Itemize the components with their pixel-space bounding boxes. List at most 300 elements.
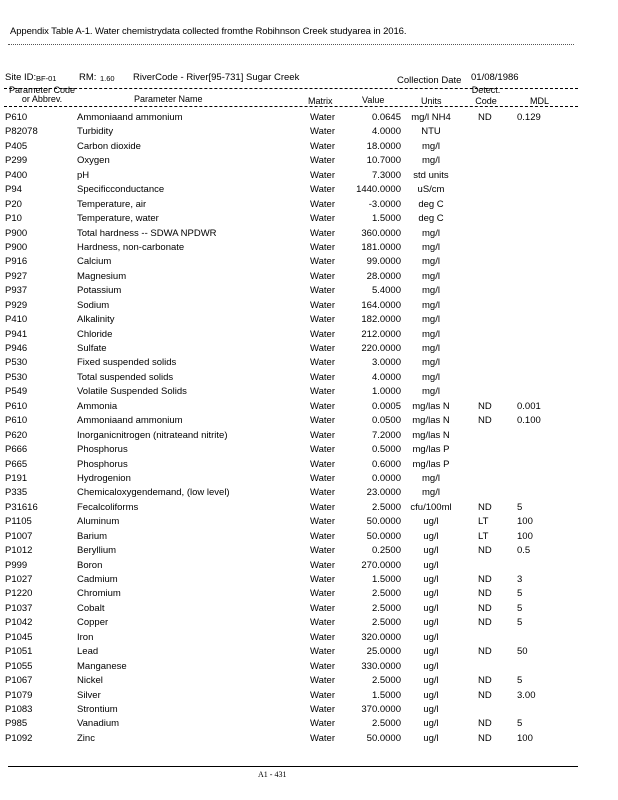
units-cell: mg/l [422, 487, 440, 499]
value-cell: 370.0000 [361, 703, 401, 715]
units-cell: ug/l [423, 574, 439, 585]
table-row [0, 401, 618, 415]
matrix-cell: Water [310, 386, 335, 398]
table-row [0, 199, 618, 213]
param-name-cell: Iron [77, 631, 94, 643]
value-cell: 50.0000 [366, 530, 401, 542]
matrix-cell: Water [310, 631, 335, 643]
value-cell: 2.5000 [371, 588, 401, 600]
table-row [0, 430, 618, 444]
table-row [0, 733, 618, 747]
rm-value: 1.60 [100, 74, 115, 83]
table-row [0, 386, 618, 400]
table-row [0, 444, 618, 458]
param-name-cell: Temperature, water [77, 213, 159, 225]
param-code-cell: P1037 [5, 602, 33, 614]
matrix-cell: Water [310, 472, 335, 484]
matrix-cell: Water [310, 617, 335, 629]
param-code-cell: P1012 [5, 545, 33, 557]
value-cell: 25.0000 [366, 646, 401, 658]
matrix-cell: Water [310, 400, 335, 412]
matrix-cell: Water [310, 126, 335, 138]
param-name-cell: Strontium [77, 703, 118, 715]
detect-code-cell: ND [478, 646, 492, 658]
header-mdl: MDL [530, 96, 550, 106]
param-name-cell: Ammoniaand ammonium [77, 415, 183, 427]
table-row [0, 256, 618, 270]
units-cell: mg/l NH4 [411, 112, 451, 123]
param-code-cell: P999 [5, 559, 28, 571]
param-name-cell: pH [77, 169, 90, 181]
mdl-cell: 5 [517, 718, 523, 730]
param-code-cell: P10 [5, 213, 22, 225]
table-row [0, 574, 618, 588]
matrix-cell: Water [310, 429, 335, 441]
mdl-cell: 50 [517, 646, 528, 658]
units-cell: std units [413, 169, 449, 181]
units-cell: mg/l [422, 227, 440, 239]
table-row [0, 487, 618, 501]
detect-code-cell: ND [478, 689, 492, 701]
matrix-cell: Water [310, 675, 335, 687]
value-cell: 4.0000 [371, 371, 401, 383]
param-name-cell: Manganese [77, 660, 127, 672]
units-cell: ug/l [423, 602, 439, 614]
header-param-code-line1: Parameter Code [8, 85, 76, 95]
detect-code-cell: ND [478, 588, 492, 600]
matrix-cell: Water [310, 444, 335, 456]
param-name-cell: Aluminum [77, 516, 120, 528]
param-name-cell: Silver [77, 689, 101, 701]
matrix-cell: Water [310, 574, 335, 585]
value-cell: 99.0000 [366, 256, 401, 268]
header-detect-line2: Code [475, 96, 497, 106]
param-code-cell: P946 [5, 343, 28, 354]
table-row [0, 516, 618, 530]
matrix-cell: Water [310, 718, 335, 730]
units-cell: mg/las N [412, 400, 450, 412]
param-code-cell: P1079 [5, 689, 33, 701]
matrix-cell: Water [310, 357, 335, 369]
header-bottom-rule [4, 106, 578, 107]
value-cell: 0.0000 [371, 472, 401, 484]
value-cell: 10.7000 [366, 155, 401, 167]
mdl-cell: 5 [517, 588, 523, 600]
value-cell: 212.0000 [361, 328, 401, 340]
units-cell: ug/l [423, 689, 439, 701]
units-cell: ug/l [423, 545, 439, 557]
detect-code-cell: ND [478, 545, 492, 557]
param-name-cell: Total suspended solids [77, 371, 174, 383]
param-name-cell: Fecalcoliforms [77, 501, 139, 513]
param-code-cell: P530 [5, 371, 28, 383]
value-cell: 0.0005 [371, 400, 401, 412]
value-cell: 2.5000 [371, 718, 401, 730]
param-name-cell: Ammonia [77, 400, 118, 412]
units-cell: mg/l [422, 357, 440, 369]
units-cell: ug/l [423, 660, 439, 672]
value-cell: 181.0000 [361, 241, 401, 253]
table-row [0, 588, 618, 602]
detect-code-cell: ND [478, 400, 492, 412]
table-row [0, 242, 618, 256]
matrix-cell: Water [310, 112, 335, 123]
units-cell: mg/l [422, 314, 440, 326]
table-row [0, 329, 618, 343]
detect-code-cell: LT [478, 530, 489, 542]
table-row [0, 372, 618, 386]
param-code-cell: P191 [5, 472, 28, 484]
value-cell: 28.0000 [366, 270, 401, 282]
matrix-cell: Water [310, 487, 335, 499]
param-code-cell: P1042 [5, 617, 33, 629]
matrix-cell: Water [310, 689, 335, 701]
param-name-cell: Chloride [77, 328, 113, 340]
table-row [0, 300, 618, 314]
header-value: Value [362, 95, 385, 105]
mdl-cell: 100 [517, 530, 533, 542]
matrix-cell: Water [310, 270, 335, 282]
matrix-cell: Water [310, 646, 335, 658]
param-code-cell: P82078 [5, 126, 38, 138]
value-cell: 182.0000 [361, 314, 401, 326]
table-row [0, 617, 618, 631]
rm-label: RM: [79, 72, 97, 83]
param-code-cell: P937 [5, 285, 28, 297]
header-units: Units [421, 96, 442, 106]
matrix-cell: Water [310, 732, 335, 744]
value-cell: 23.0000 [366, 487, 401, 499]
header-param-code-line2: or Abbrev. [21, 94, 63, 104]
matrix-cell: Water [310, 501, 335, 513]
param-name-cell: Cadmium [77, 574, 118, 585]
detect-code-cell: ND [478, 501, 492, 513]
matrix-cell: Water [310, 588, 335, 600]
param-name-cell: Total hardness -- SDWA NPDWR [77, 227, 217, 239]
mdl-cell: 0.129 [517, 112, 541, 123]
detect-code-cell: ND [478, 617, 492, 629]
matrix-cell: Water [310, 241, 335, 253]
value-cell: 320.0000 [361, 631, 401, 643]
param-name-cell: Beryllium [77, 545, 117, 557]
table-row [0, 502, 618, 516]
units-cell: ug/l [423, 718, 439, 730]
table-row [0, 314, 618, 328]
table-row [0, 632, 618, 646]
footer-rule [8, 766, 578, 767]
value-cell: 1.5000 [371, 689, 401, 701]
matrix-cell: Water [310, 559, 335, 571]
table-row [0, 704, 618, 718]
param-code-cell: P549 [5, 386, 28, 398]
param-code-cell: P410 [5, 314, 28, 326]
matrix-cell: Water [310, 530, 335, 542]
param-code-cell: P1055 [5, 660, 33, 672]
units-cell: mg/l [422, 328, 440, 340]
param-code-cell: P1027 [5, 574, 33, 585]
page-number: A1 - 431 [258, 770, 287, 779]
value-cell: 3.0000 [371, 357, 401, 369]
param-name-cell: Vanadium [77, 718, 120, 730]
units-cell: ug/l [423, 732, 439, 744]
mdl-cell: 5 [517, 617, 523, 629]
param-name-cell: Copper [77, 617, 109, 629]
matrix-cell: Water [310, 703, 335, 715]
value-cell: 4.0000 [371, 126, 401, 138]
header-matrix: Matrix [308, 96, 333, 106]
units-cell: mg/l [422, 241, 440, 253]
value-cell: 2.5000 [371, 617, 401, 629]
table-row [0, 545, 618, 559]
matrix-cell: Water [310, 213, 335, 225]
param-code-cell: P666 [5, 444, 28, 456]
table-row [0, 459, 618, 473]
param-name-cell: Oxygen [77, 155, 110, 167]
units-cell: deg C [418, 198, 444, 210]
table-row [0, 228, 618, 242]
value-cell: 330.0000 [361, 660, 401, 672]
param-code-cell: P1045 [5, 631, 33, 643]
table-row [0, 357, 618, 371]
data-table [0, 112, 618, 747]
value-cell: 50.0000 [366, 732, 401, 744]
param-code-cell: P929 [5, 299, 28, 311]
units-cell: mg/l [422, 386, 440, 398]
matrix-cell: Water [310, 155, 335, 167]
matrix-cell: Water [310, 371, 335, 383]
param-name-cell: Cobalt [77, 602, 105, 614]
param-code-cell: P665 [5, 458, 28, 470]
table-row [0, 531, 618, 545]
value-cell: 18.0000 [366, 140, 401, 152]
param-code-cell: P916 [5, 256, 28, 268]
detect-code-cell: ND [478, 112, 492, 123]
units-cell: ug/l [423, 646, 439, 658]
table-row [0, 141, 618, 155]
param-name-cell: Boron [77, 559, 103, 571]
param-name-cell: Potassium [77, 285, 122, 297]
param-name-cell: Sodium [77, 299, 110, 311]
param-name-cell: Hydrogenion [77, 472, 131, 484]
param-code-cell: P530 [5, 357, 28, 369]
param-code-cell: P1105 [5, 516, 32, 528]
param-code-cell: P610 [5, 112, 28, 123]
units-cell: ug/l [423, 559, 439, 571]
table-row [0, 560, 618, 574]
param-code-cell: P405 [5, 140, 28, 152]
table-row [0, 473, 618, 487]
matrix-cell: Water [310, 516, 335, 528]
matrix-cell: Water [310, 140, 335, 152]
param-name-cell: Chromium [77, 588, 121, 600]
param-code-cell: P610 [5, 400, 28, 412]
detect-code-cell: ND [478, 415, 492, 427]
value-cell: 50.0000 [366, 516, 401, 528]
table-caption: Appendix Table A-1. Water chemistrydata collected fromthe Robihnson Creek studyarea in 2016. [10, 26, 407, 37]
mdl-cell: 0.5 [517, 545, 531, 557]
param-code-cell: P941 [5, 328, 28, 340]
value-cell: 1.5000 [371, 213, 401, 225]
param-code-cell: P900 [5, 227, 28, 239]
table-row [0, 285, 618, 299]
mdl-cell: 5 [517, 675, 523, 687]
detect-code-cell: ND [478, 574, 492, 585]
value-cell: 0.0500 [371, 415, 401, 427]
collection-date: 01/08/1986 [471, 72, 519, 83]
units-cell: mg/las N [412, 415, 450, 427]
matrix-cell: Water [310, 227, 335, 239]
matrix-cell: Water [310, 299, 335, 311]
units-cell: ug/l [423, 588, 439, 600]
matrix-cell: Water [310, 184, 335, 196]
param-code-cell: P985 [5, 718, 28, 730]
detect-code-cell: LT [478, 516, 489, 528]
units-cell: deg C [418, 213, 444, 225]
table-row [0, 690, 618, 704]
param-code-cell: P299 [5, 155, 28, 167]
mdl-cell: 3.00 [517, 689, 536, 701]
param-name-cell: Inorganicnitrogen (nitrateand nitrite) [77, 429, 228, 441]
mdl-cell: 5 [517, 602, 523, 614]
value-cell: 0.0645 [371, 112, 401, 123]
param-name-cell: Fixed suspended solids [77, 357, 177, 369]
units-cell: mg/l [422, 256, 440, 268]
param-name-cell: Temperature, air [77, 198, 147, 210]
param-code-cell: P400 [5, 169, 28, 181]
header-param-name: Parameter Name [134, 94, 203, 104]
table-row [0, 126, 618, 140]
matrix-cell: Water [310, 415, 335, 427]
param-name-cell: Sulfate [77, 343, 107, 354]
mdl-cell: 5 [517, 501, 523, 513]
matrix-cell: Water [310, 545, 335, 557]
param-name-cell: Ammoniaand ammonium [77, 112, 183, 123]
param-name-cell: Zinc [77, 732, 95, 744]
units-cell: mg/l [422, 285, 440, 297]
param-code-cell: P900 [5, 241, 28, 253]
value-cell: 7.2000 [371, 429, 401, 441]
mdl-cell: 3 [517, 574, 523, 585]
units-cell: uS/cm [417, 184, 445, 196]
param-code-cell: P610 [5, 415, 28, 427]
param-code-cell: P1083 [5, 703, 33, 715]
detect-code-cell: ND [478, 718, 492, 730]
value-cell: 1.5000 [371, 574, 401, 585]
mdl-cell: 100 [517, 732, 533, 744]
param-code-cell: P1051 [5, 646, 33, 658]
units-cell: mg/las P [412, 444, 450, 456]
value-cell: 5.4000 [371, 285, 401, 297]
value-cell: 270.0000 [361, 559, 401, 571]
value-cell: 220.0000 [361, 343, 401, 354]
detect-code-cell: ND [478, 602, 492, 614]
mdl-cell: 0.100 [517, 415, 541, 427]
table-row [0, 343, 618, 357]
units-cell: ug/l [423, 516, 439, 528]
table-row [0, 415, 618, 429]
units-cell: mg/l [422, 270, 440, 282]
matrix-cell: Water [310, 256, 335, 268]
value-cell: 1.0000 [371, 386, 401, 398]
site-id-label: Site ID: [5, 72, 37, 83]
units-cell: mg/las N [412, 429, 450, 441]
units-cell: mg/l [422, 299, 440, 311]
param-code-cell: P20 [5, 198, 22, 210]
caption-divider [8, 44, 574, 45]
table-row [0, 271, 618, 285]
matrix-cell: Water [310, 602, 335, 614]
site-id-value: BF-01 [36, 74, 57, 83]
detect-code-cell: ND [478, 675, 492, 687]
table-row [0, 155, 618, 169]
value-cell: 164.0000 [361, 299, 401, 311]
table-row [0, 646, 618, 660]
param-code-cell: P94 [5, 184, 22, 196]
units-cell: cfu/100ml [410, 501, 452, 513]
param-name-cell: Magnesium [77, 270, 127, 282]
param-code-cell: P1092 [5, 732, 33, 744]
units-cell: ug/l [423, 631, 439, 643]
matrix-cell: Water [310, 314, 335, 326]
matrix-cell: Water [310, 660, 335, 672]
param-code-cell: P31616 [5, 501, 38, 513]
value-cell: 2.5000 [371, 602, 401, 614]
param-name-cell: Phosphorus [77, 458, 128, 470]
value-cell: 2.5000 [371, 675, 401, 687]
param-name-cell: Carbon dioxide [77, 140, 141, 152]
table-row [0, 675, 618, 689]
param-name-cell: Specificconductance [77, 184, 165, 196]
mdl-cell: 0.001 [517, 400, 541, 412]
param-code-cell: P1220 [5, 588, 33, 600]
value-cell: 2.5000 [371, 501, 401, 513]
collection-date-label: Collection Date [397, 75, 462, 86]
value-cell: 0.2500 [371, 545, 401, 557]
param-code-cell: P927 [5, 270, 28, 282]
param-name-cell: Lead [77, 646, 99, 658]
table-row [0, 112, 618, 126]
param-name-cell: Calcium [77, 256, 112, 268]
table-row [0, 661, 618, 675]
param-name-cell: Chemicaloxygendemand, (low level) [77, 487, 230, 499]
param-name-cell: Alkalinity [77, 314, 115, 326]
units-cell: mg/l [422, 140, 440, 152]
units-cell: mg/l [422, 343, 440, 354]
matrix-cell: Water [310, 343, 335, 354]
units-cell: ug/l [423, 617, 439, 629]
value-cell: 7.3000 [371, 169, 401, 181]
mdl-cell: 100 [517, 516, 533, 528]
param-code-cell: P1007 [5, 530, 33, 542]
matrix-cell: Water [310, 198, 335, 210]
param-code-cell: P620 [5, 429, 28, 441]
value-cell: 0.6000 [371, 458, 401, 470]
matrix-cell: Water [310, 458, 335, 470]
table-row [0, 213, 618, 227]
river-code: RiverCode - River[95-731] Sugar Creek [133, 72, 300, 83]
units-cell: ug/l [423, 703, 439, 715]
param-name-cell: Turbidity [77, 126, 114, 138]
units-cell: ug/l [423, 675, 439, 687]
param-name-cell: Hardness, non-carbonate [77, 241, 185, 253]
units-cell: mg/las P [412, 458, 450, 470]
param-name-cell: Volatile Suspended Solids [77, 386, 187, 398]
value-cell: -3.0000 [368, 198, 401, 210]
table-row [0, 718, 618, 732]
param-name-cell: Phosphorus [77, 444, 128, 456]
units-cell: NTU [421, 126, 441, 138]
matrix-cell: Water [310, 169, 335, 181]
